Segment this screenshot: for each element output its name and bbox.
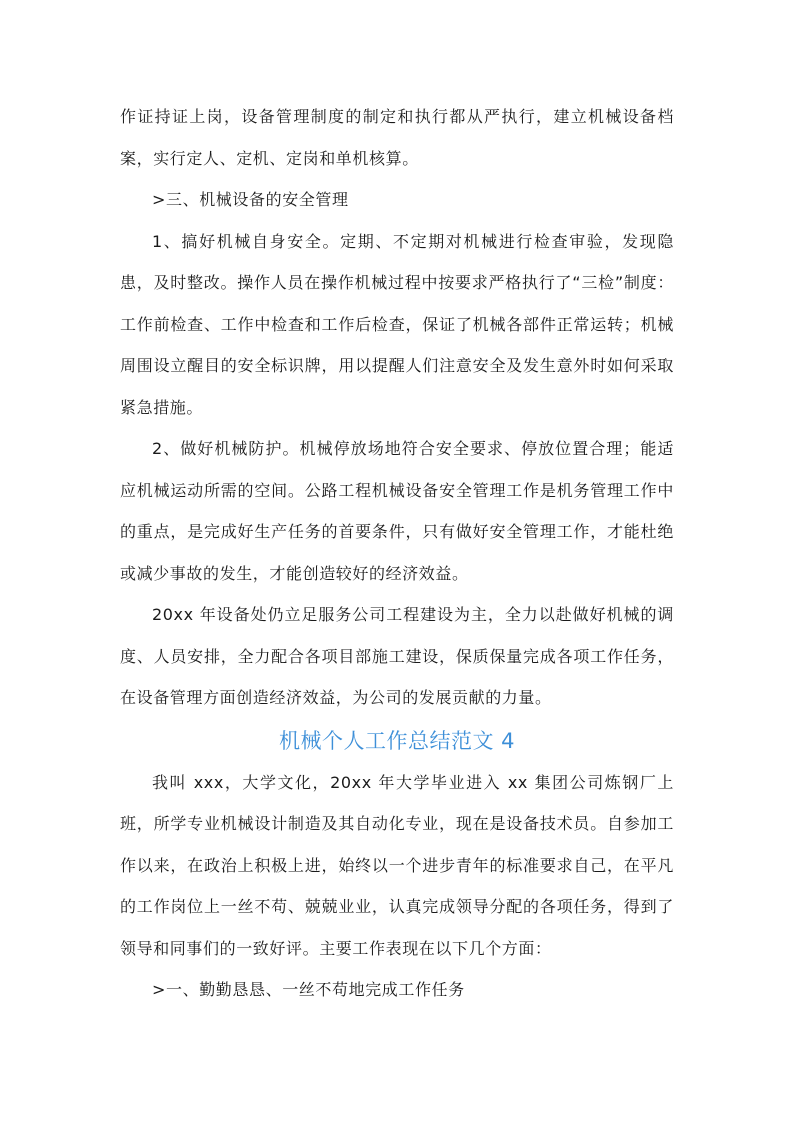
paragraph-self-introduction: 我叫 xxx，大学文化，20xx 年大学毕业进入 xx 集团公司炼钢厂上班，所学专业机械设计制造及其自动化专业，现在是设备技术员。自参加工作以来，在政治上积极上进，始终以一个进步青年的标准要求自己，在平凡的工作岗位上一丝不苟、兢兢业业，认真完成领导分配的各项任务，得到了领导和同事们的一致好评。主要工作表现在以下几个方面：: [120, 772, 674, 958]
section-title: 机械个人工作总结范文 4: [278, 728, 516, 753]
paragraph-machine-self-safety: 1、搞好机械自身安全。定期、不定期对机械进行检查审验，发现隐患，及时整改。操作人员在操作机械过程中按要求严格执行了“三检”制度：工作前检查、工作中检查和工作后检查，保证了机械各部件正常运转；机械周围设立醒目的安全标识牌，用以提醒人们注意安全及发生意外时如何采取紧急措施。: [120, 231, 674, 417]
paragraph-annual-plan: 20xx 年设备处仍立足服务公司工程建设为主，全力以赴做好机械的调度、人员安排，全力配合各项目部施工建设，保质保量完成各项工作任务，在设备管理方面创造经济效益，为公司的发展贡献的力量。: [120, 605, 674, 707]
paragraph-machine-protection: 2、做好机械防护。机械停放场地符合安全要求、停放位置合理；能适应机械运动所需的空间。公路工程机械设备安全管理工作是机务管理工作中的重点，是完成好生产任务的首要条件，只有做好安全管理工作，才能杜绝或减少事故的发生，才能创造较好的经济效益。: [120, 439, 674, 583]
heading-diligent-work: >一、勤勤恳恳、一丝不苟地完成工作任务: [152, 980, 465, 999]
paragraph-equipment-management: 作证持证上岗，设备管理制度的制定和执行都从严执行，建立机械设备档案，实行定人、定机、定岗和单机核算。: [120, 107, 674, 168]
heading-safety-management: >三、机械设备的安全管理: [152, 190, 349, 209]
